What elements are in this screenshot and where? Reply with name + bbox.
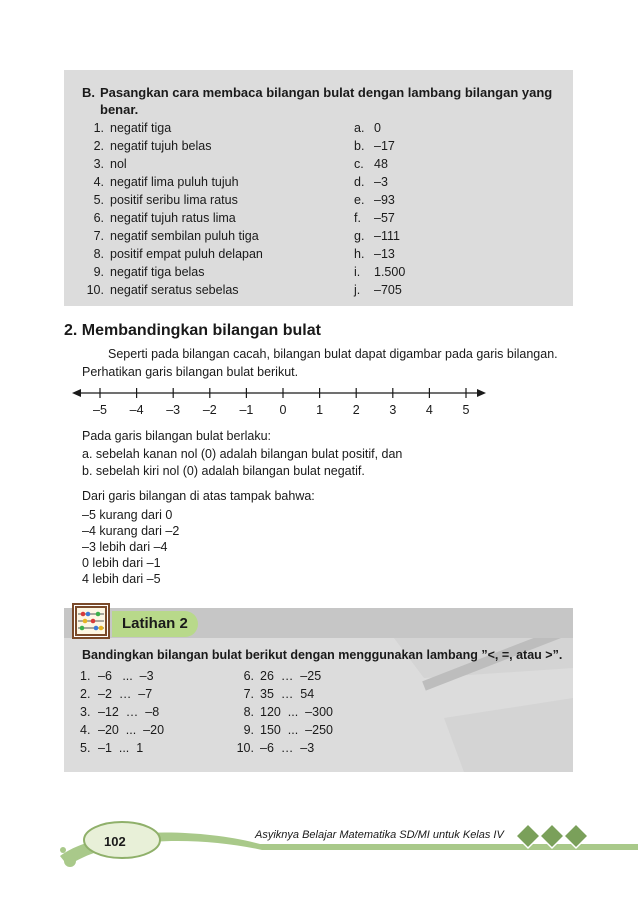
match-right-item — [354, 283, 402, 298]
item-letter: b. — [354, 139, 365, 153]
exercise-item — [80, 705, 159, 720]
item-text: –1 ... 1 — [98, 741, 144, 755]
exercise-item — [232, 723, 333, 738]
intro-line-2: Perhatikan garis bilangan bulat berikut. — [82, 365, 299, 379]
item-number: 1. — [93, 121, 104, 135]
item-text: positif empat puluh delapan — [110, 247, 263, 261]
item-text: 26 … –25 — [260, 669, 322, 683]
item-number: 6. — [93, 211, 104, 225]
item-number: 5. — [93, 193, 104, 207]
page-number: 102 — [104, 834, 126, 849]
item-value: –3 — [374, 175, 388, 189]
rule-b: b. sebelah kiri nol (0) adalah bilangan bulat negatif. — [82, 464, 365, 478]
match-left-item — [82, 265, 205, 280]
item-letter: h. — [354, 247, 365, 261]
item-letter: f. — [354, 211, 361, 225]
item-text: 150 ... –250 — [260, 723, 333, 737]
item-letter: d. — [354, 175, 365, 189]
item-text: negatif tiga — [110, 121, 172, 135]
item-text: negatif sembilan puluh tiga — [110, 229, 259, 243]
item-number: 7. — [93, 229, 104, 243]
item-text: positif seribu lima ratus — [110, 193, 238, 207]
match-left-item — [82, 175, 239, 190]
item-value: –17 — [374, 139, 395, 153]
exercise-item — [232, 669, 321, 684]
item-text: –6 ... –3 — [98, 669, 154, 683]
match-right-item — [354, 265, 405, 280]
item-number: 7. — [243, 687, 254, 701]
exercise-b-label: B. — [82, 85, 95, 100]
item-text: –20 ... –20 — [98, 723, 165, 737]
item-value: –57 — [374, 211, 395, 225]
footer-decoration — [0, 806, 638, 886]
match-left-item — [82, 211, 236, 226]
rule-a: a. sebelah kanan nol (0) adalah bilangan bulat positif, dan — [82, 447, 403, 461]
number-line-label: 5 — [462, 403, 470, 417]
exercise-b-title-line1: Pasangkan cara membaca bilangan bulat dengan lambang bilangan yang — [100, 85, 553, 100]
item-number: 8. — [243, 705, 254, 719]
item-text: negatif tiga belas — [110, 265, 205, 279]
item-letter: i. — [354, 265, 361, 279]
item-number: 5. — [80, 741, 91, 755]
match-right-item — [354, 193, 395, 208]
item-text: negatif seratus sebelas — [110, 283, 239, 297]
match-right-item — [354, 211, 395, 226]
item-number: 2. — [93, 139, 104, 153]
number-line — [70, 384, 490, 420]
exercise-item — [80, 669, 154, 684]
match-left-item — [82, 193, 238, 208]
item-text: negatif tujuh belas — [110, 139, 212, 153]
match-right-item — [354, 247, 395, 262]
conclusion-item: 0 lebih dari –1 — [82, 556, 161, 570]
item-value: –705 — [374, 283, 402, 297]
exercise-item — [80, 687, 152, 702]
item-letter: g. — [354, 229, 365, 243]
match-right-item — [354, 175, 388, 190]
item-text: 35 … 54 — [260, 687, 315, 701]
rule-intro: Pada garis bilangan bulat berlaku: — [82, 429, 272, 443]
latihan-title: Latihan 2 — [122, 615, 188, 632]
number-line-label: –4 — [129, 403, 144, 417]
exercise-item — [80, 741, 143, 756]
number-line-label: –3 — [166, 403, 181, 417]
exercise-item — [232, 687, 314, 702]
exercise-b-title-line2: benar. — [100, 102, 139, 117]
item-value: –111 — [374, 229, 400, 243]
item-number: 6. — [243, 669, 254, 683]
item-letter: e. — [354, 193, 365, 207]
conclusion-item: 4 lebih dari –5 — [82, 572, 161, 586]
exercise-item — [232, 705, 333, 720]
match-right-item — [354, 121, 381, 136]
match-left-item — [82, 283, 239, 298]
match-right-item — [354, 229, 400, 244]
number-line-label: 2 — [352, 403, 360, 417]
item-number: 2. — [80, 687, 91, 701]
number-line-left-arrow — [72, 389, 81, 397]
item-value: –93 — [374, 193, 395, 207]
item-text: negatif tujuh ratus lima — [110, 211, 236, 225]
item-value: 48 — [374, 157, 388, 171]
item-number: 4. — [80, 723, 91, 737]
conclusion-item: –5 kurang dari 0 — [82, 508, 173, 522]
item-text: nol — [110, 157, 127, 171]
item-number: 3. — [93, 157, 104, 171]
number-line-label: 1 — [316, 403, 324, 417]
item-number: 10. — [236, 741, 254, 755]
conclusion-item: –3 lebih dari –4 — [82, 540, 168, 554]
number-line-label: 3 — [389, 403, 397, 417]
item-text: –12 … –8 — [98, 705, 160, 719]
item-number: 10. — [86, 283, 104, 297]
item-number: 8. — [93, 247, 104, 261]
number-line-label: –1 — [239, 403, 254, 417]
match-left-item — [82, 157, 127, 172]
item-letter: c. — [354, 157, 364, 171]
footer-book-title: Asyiknya Belajar Matematika SD/MI untuk Kelas IV — [255, 829, 504, 841]
item-text: –6 … –3 — [260, 741, 315, 755]
item-value: 1.500 — [374, 265, 406, 279]
item-number: 9. — [243, 723, 254, 737]
number-line-label: 4 — [425, 403, 433, 417]
item-letter: j. — [354, 283, 361, 297]
match-right-item — [354, 157, 388, 172]
exercise-item — [80, 723, 164, 738]
conclusion-item: –4 kurang dari –2 — [82, 524, 180, 538]
latihan-instruction: Bandingkan bilangan bulat berikut dengan menggunakan lambang ”<, =, atau >”. — [82, 648, 563, 662]
exercise-b-title — [82, 84, 562, 118]
item-value: –13 — [374, 247, 395, 261]
abacus-icon — [72, 603, 110, 639]
intro-line-1: Seperti pada bilangan cacah, bilangan bulat dapat digambar pada garis bilangan. — [108, 347, 558, 361]
item-text: 120 ... –300 — [260, 705, 333, 719]
match-left-item — [82, 229, 259, 244]
diamond-ornament-icon — [516, 824, 588, 848]
match-left-item — [82, 247, 263, 262]
number-line-right-arrow — [477, 389, 486, 397]
item-text: –2 … –7 — [98, 687, 153, 701]
item-number: 1. — [80, 669, 91, 683]
item-letter: a. — [354, 121, 365, 135]
item-number: 3. — [80, 705, 91, 719]
match-left-item — [82, 139, 211, 154]
item-number: 4. — [93, 175, 104, 189]
match-right-item — [354, 139, 395, 154]
item-number: 9. — [93, 265, 104, 279]
number-line-label: –2 — [202, 403, 217, 417]
exercise-item — [232, 741, 314, 756]
conclusion-intro: Dari garis bilangan di atas tampak bahwa: — [82, 489, 315, 503]
number-line-label: –5 — [93, 403, 107, 417]
number-line-label: 0 — [279, 403, 287, 417]
match-left-item — [82, 121, 171, 136]
item-value: 0 — [374, 121, 381, 135]
section-title: 2. Membandingkan bilangan bulat — [64, 322, 321, 339]
item-text: negatif lima puluh tujuh — [110, 175, 239, 189]
